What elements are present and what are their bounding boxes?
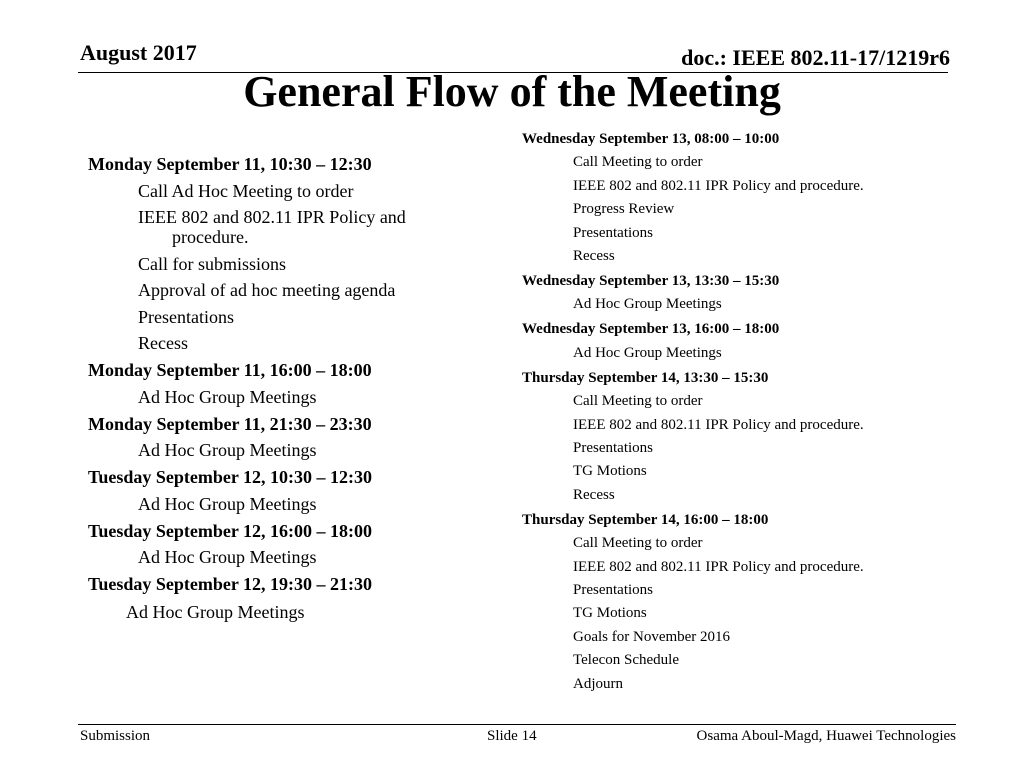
agenda-item: Call Meeting to order [573,154,703,171]
agenda-item: Ad Hoc Group Meetings [573,344,722,361]
agenda-item: Ad Hoc Group Meetings [138,440,317,460]
agenda-item: Call Ad Hoc Meeting to order [138,180,354,201]
session-heading: Monday September 11, 21:30 – 23:30 [88,413,372,434]
agenda-item: Presentations [138,306,234,327]
header-date: August 2017 [80,40,197,65]
session-heading: Wednesday September 13, 16:00 – 18:00 [522,321,780,338]
agenda-item: Call Meeting to order [573,393,703,410]
agenda-item: Presentations [573,582,653,598]
session-heading: Tuesday September 12, 16:00 – 18:00 [88,520,373,541]
agenda-item: Ad Hoc Group Meetings [126,602,305,622]
session-heading: Wednesday September 13, 08:00 – 10:00 [522,131,780,147]
agenda-item: Ad Hoc Group Meetings [138,493,317,514]
session-heading: Monday September 11, 16:00 – 18:00 [88,360,372,380]
session-heading: Tuesday September 12, 19:30 – 21:30 [88,574,373,594]
agenda-item: Ad Hoc Group Meetings [138,386,317,407]
agenda-item: Approval of ad hoc meeting agenda [138,280,396,300]
agenda-item: Goals for November 2016 [573,628,731,645]
session-heading: Wednesday September 13, 13:30 – 15:30 [522,273,780,289]
agenda-item: Telecon Schedule [573,652,679,669]
session-heading: Thursday September 14, 16:00 – 18:00 [522,511,769,528]
agenda-item: Ad Hoc Group Meetings [138,547,317,567]
agenda-item: Progress Review [573,201,675,218]
agenda-item: IEEE 802 and 802.11 IPR Policy and procedure. [573,177,864,194]
session-heading: Monday September 11, 10:30 – 12:30 [88,154,372,174]
session-heading: Thursday September 14, 13:30 – 15:30 [522,369,769,386]
footer-divider [78,724,956,725]
agenda-item: Recess [573,248,615,264]
agenda-item: Presentations [573,224,653,241]
agenda-item: IEEE 802 and 802.11 IPR Policy and procedure. [573,558,864,575]
agenda-item: Ad Hoc Group Meetings [573,296,722,313]
agenda-item: Recess [138,333,188,353]
agenda-item: IEEE 802 and 802.11 IPR Policy and [138,207,406,227]
agenda-item: Call for submissions [138,253,287,274]
agenda-item: Adjourn [573,675,623,692]
agenda-item: Presentations [573,440,653,456]
agenda-item: Recess [573,486,615,503]
agenda-item: TG Motions [573,605,647,622]
agenda-item: TG Motions [573,463,647,480]
footer-author: Osama Aboul-Magd, Huawei Technologies [696,728,956,744]
session-heading: Tuesday September 12, 10:30 – 12:30 [88,467,373,487]
agenda-item: IEEE 802 and 802.11 IPR Policy and procedure. [573,416,864,433]
footer-slide-number: Slide 14 [487,728,537,744]
header-doc-id: doc.: IEEE 802.11-17/1219r6 [681,45,950,70]
agenda-item: Call Meeting to order [573,535,703,552]
agenda-item: procedure. [172,227,249,247]
footer-submission: Submission [80,728,151,744]
page-title: General Flow of the Meeting [243,67,781,116]
